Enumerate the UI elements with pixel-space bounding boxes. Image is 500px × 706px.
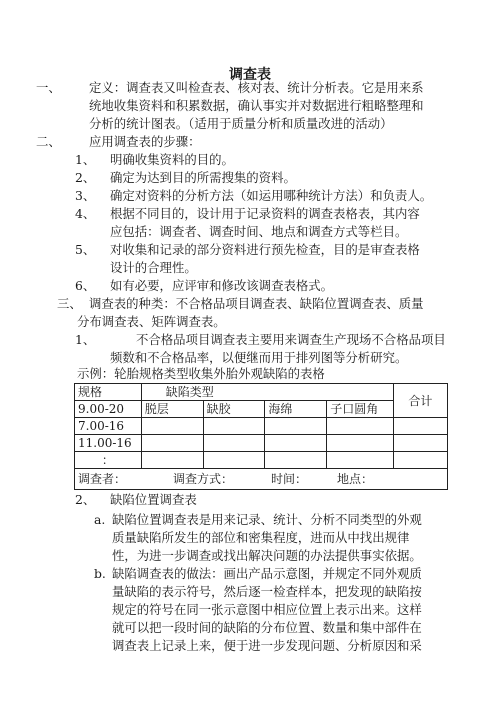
defect-header-cell: 海绵 xyxy=(265,401,327,418)
table-cell xyxy=(203,435,265,452)
table-cell xyxy=(141,418,203,435)
sub-a-line-2: 质量缺陷所发生的部位和密集程度，进而从中找出规律 xyxy=(112,530,410,545)
step-6-number: 6、 xyxy=(75,278,96,293)
table-row xyxy=(75,435,448,452)
step-6-text: 如有必要，应评审和修改该调查表格式。 xyxy=(110,278,334,293)
step-3-number: 3、 xyxy=(75,188,96,203)
step-5-line-2: 设计的合理性。 xyxy=(110,260,197,275)
step-2-number: 2、 xyxy=(75,170,96,185)
table-cell xyxy=(203,452,265,469)
table-footer-row xyxy=(75,469,448,490)
step-3-text: 确定对资料的分析方法（如运用哪种统计方法）和负责人。 xyxy=(110,188,433,203)
footer-method: 调查方式： xyxy=(173,472,234,486)
table-cell xyxy=(265,418,327,435)
row-spec-cell: 11.00-16 xyxy=(75,435,142,452)
sub-b-line-5: 调查表上记录上来，便于进一步发现问题、分析原因和采 xyxy=(112,638,422,653)
section-3-number: 三、 xyxy=(57,296,82,311)
section-2-number: 二、 xyxy=(36,134,61,149)
sub-b-line-4: 就可以把一段时间的缺陷的分布位置、数量和集中部件在 xyxy=(112,620,422,635)
type-2-number: 2、 xyxy=(75,492,96,507)
table-header-row xyxy=(75,384,448,401)
type-2-heading: 缺陷位置调查表 xyxy=(110,492,197,507)
type-1-line-2: 频数和不合格品率，以便继而用于排列图等分析研究。 xyxy=(110,350,408,365)
sub-b-line-2: 量缺陷的表示符号，然后逐一检查样本，把发现的缺陷按 xyxy=(112,584,422,599)
step-5-number: 5、 xyxy=(75,242,96,257)
footer-investigator: 调查者： xyxy=(78,472,127,486)
defect-header-cell: 缺胶 xyxy=(203,401,265,418)
type-1-number: 1、 xyxy=(75,332,96,347)
footer-time: 时间： xyxy=(271,472,308,486)
defect-survey-table xyxy=(74,383,448,490)
table-cell xyxy=(327,418,394,435)
defect-header-cell: 子口圆角 xyxy=(327,401,394,418)
header-total: 合计 xyxy=(393,384,447,418)
step-4-number: 4、 xyxy=(75,206,96,221)
section-1-line-1: 定义：调查表又叫检查表、核对表、统计分析表。它是用来系 xyxy=(89,80,424,95)
row-spec-cell: ： xyxy=(75,452,142,469)
section-1-line-2: 统地收集资料和积累数据，确认事实并对数据进行粗略整理和 xyxy=(89,98,424,113)
table-cell xyxy=(327,452,394,469)
table-cell xyxy=(393,452,447,469)
table-cell xyxy=(393,418,447,435)
table-row xyxy=(75,452,448,469)
section-2-heading: 应用调查表的步骤： xyxy=(89,134,201,149)
header-defect-type: 缺陷类型 xyxy=(141,384,393,401)
section-1-number: 一、 xyxy=(36,80,61,95)
section-3-line-1: 调查表的种类：不合格品项目调查表、缺陷位置调查表、质量 xyxy=(89,296,424,311)
row-spec-cell: 9.00-20 xyxy=(75,401,142,418)
footer-cell xyxy=(75,469,448,490)
sub-a-line-1: 缺陷位置调查表是用来记录、统计、分析不同类型的外观 xyxy=(112,512,422,527)
table-cell xyxy=(203,418,265,435)
sub-b-line-3: 规定的符号在同一张示意图中相应位置上表示出来。这样 xyxy=(112,602,422,617)
page-title: 调查表 xyxy=(229,67,271,83)
sub-b-mark: b. xyxy=(94,566,106,581)
step-2-text: 确定为达到目的所需搜集的资料。 xyxy=(110,170,296,185)
table-row xyxy=(75,418,448,435)
table-cell xyxy=(141,435,203,452)
footer-place: 地点： xyxy=(337,472,374,486)
header-spec: 规格 xyxy=(75,384,142,401)
step-1-text: 明确收集资料的目的。 xyxy=(110,152,234,167)
sub-b-line-1: 缺陷调查表的做法：画出产品示意图，并规定不同外观质 xyxy=(112,566,422,581)
table-row xyxy=(75,401,448,418)
table-cell xyxy=(265,452,327,469)
defect-header-cell: 脱层 xyxy=(141,401,203,418)
section-1-line-3: 分析的统计图表。（适用于质量分析和质量改进的活动） xyxy=(89,116,393,131)
table-cell xyxy=(393,435,447,452)
table-cell xyxy=(327,435,394,452)
table-cell xyxy=(265,435,327,452)
step-4-line-1: 根据不同目的，设计用于记录资料的调查表格表，其内容 xyxy=(110,206,420,221)
type-1-line-1: 不合格品项目调查表主要用来调查生产现场不合格品项目 xyxy=(136,332,446,347)
sub-a-line-3: 性，为进一步调查或找出解决问题的办法提供事实依据。 xyxy=(112,548,422,563)
example-caption: 示例：轮胎规格类型收集外胎外观缺陷的表格 xyxy=(77,366,325,381)
row-spec-cell: 7.00-16 xyxy=(75,418,142,435)
step-1-number: 1、 xyxy=(75,152,96,167)
table-cell xyxy=(141,452,203,469)
step-4-line-2: 应包括：调查者、调查时间、地点和调查方式等栏目。 xyxy=(110,224,408,239)
step-5-line-1: 对收集和记录的部分资料进行预先检查，目的是审查表格 xyxy=(110,242,420,257)
sub-a-mark: a. xyxy=(94,512,106,527)
section-3-line-2: 分布调查表、矩阵调查表。 xyxy=(77,314,226,329)
